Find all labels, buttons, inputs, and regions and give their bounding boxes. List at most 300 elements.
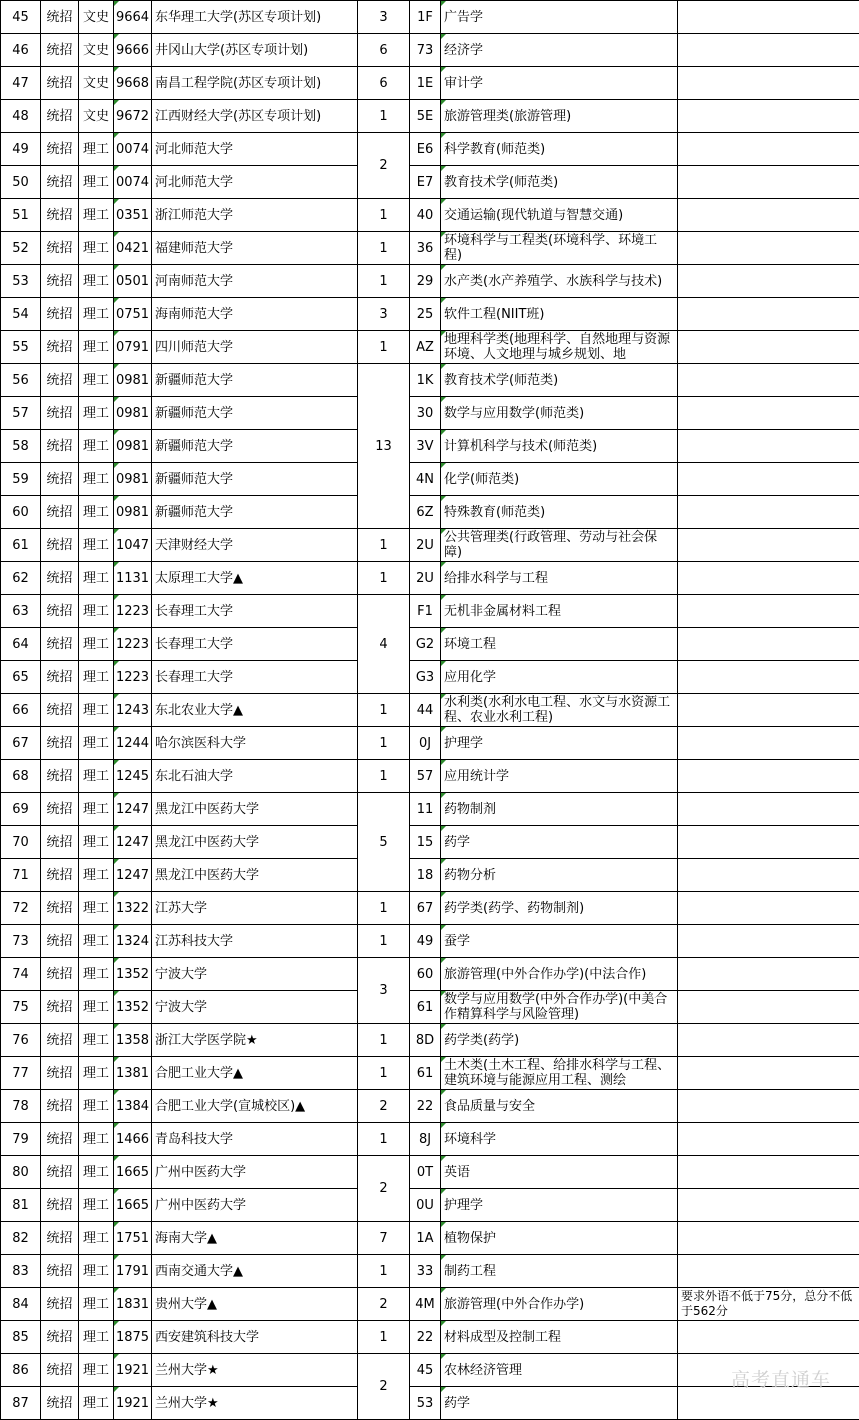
major-code-cell: 45 — [410, 1354, 441, 1387]
major-code-cell: 29 — [410, 265, 441, 298]
major-name-cell: 计算机科学与技术(师范类) — [441, 430, 678, 463]
major-code-cell: 5E — [410, 100, 441, 133]
plan-count-cell: 1 — [358, 892, 410, 925]
enrollment-type-cell: 统招 — [41, 199, 79, 232]
subject-category-cell: 理工 — [79, 958, 114, 991]
major-code-cell: 11 — [410, 793, 441, 826]
enrollment-type-cell: 统招 — [41, 496, 79, 529]
row-number-cell: 66 — [1, 694, 41, 727]
enrollment-type-cell: 统招 — [41, 1090, 79, 1123]
school-code-cell: 1921 — [114, 1387, 152, 1420]
note-cell — [678, 100, 859, 133]
plan-count-cell: 2 — [358, 1288, 410, 1321]
row-number-cell: 82 — [1, 1222, 41, 1255]
table-row — [1, 496, 859, 529]
subject-category-cell: 理工 — [79, 892, 114, 925]
note-cell — [678, 67, 859, 100]
row-number-cell: 70 — [1, 826, 41, 859]
note-cell — [678, 694, 859, 727]
enrollment-type-cell: 统招 — [41, 1222, 79, 1255]
enrollment-type-cell: 统招 — [41, 1288, 79, 1321]
major-code-cell: 25 — [410, 298, 441, 331]
school-code-cell: 1131 — [114, 562, 152, 595]
subject-category-cell: 理工 — [79, 529, 114, 562]
major-code-cell: 44 — [410, 694, 441, 727]
school-code-cell: 0981 — [114, 364, 152, 397]
school-name-cell: 青岛科技大学 — [152, 1123, 358, 1156]
row-number-cell: 50 — [1, 166, 41, 199]
note-cell — [678, 430, 859, 463]
subject-category-cell: 理工 — [79, 1321, 114, 1354]
note-cell — [678, 1321, 859, 1354]
note-cell — [678, 298, 859, 331]
note-cell — [678, 793, 859, 826]
note-cell — [678, 661, 859, 694]
school-code-cell: 1247 — [114, 826, 152, 859]
school-code-cell: 0981 — [114, 463, 152, 496]
major-code-cell: 49 — [410, 925, 441, 958]
note-cell — [678, 826, 859, 859]
enrollment-type-cell: 统招 — [41, 133, 79, 166]
major-name-cell: 药物分析 — [441, 859, 678, 892]
plan-count-cell: 1 — [358, 529, 410, 562]
school-name-cell: 西南交通大学▲ — [152, 1255, 358, 1288]
note-cell — [678, 133, 859, 166]
school-name-cell: 东北石油大学 — [152, 760, 358, 793]
table-row — [1, 1156, 859, 1189]
school-name-cell: 天津财经大学 — [152, 529, 358, 562]
subject-category-cell: 理工 — [79, 463, 114, 496]
enrollment-type-cell: 统招 — [41, 760, 79, 793]
enrollment-type-cell: 统招 — [41, 430, 79, 463]
plan-count-cell: 1 — [358, 1024, 410, 1057]
plan-count-cell: 3 — [358, 1, 410, 34]
note-cell — [678, 496, 859, 529]
major-code-cell: 73 — [410, 34, 441, 67]
row-number-cell: 54 — [1, 298, 41, 331]
row-number-cell: 83 — [1, 1255, 41, 1288]
major-name-cell: 药学 — [441, 1387, 678, 1420]
row-number-cell: 56 — [1, 364, 41, 397]
table-row — [1, 100, 859, 133]
note-cell — [678, 364, 859, 397]
row-number-cell: 65 — [1, 661, 41, 694]
major-name-cell: 应用统计学 — [441, 760, 678, 793]
table-row — [1, 430, 859, 463]
enrollment-type-cell: 统招 — [41, 1024, 79, 1057]
school-name-cell: 新疆师范大学 — [152, 463, 358, 496]
major-code-cell: 0U — [410, 1189, 441, 1222]
school-code-cell: 1243 — [114, 694, 152, 727]
subject-category-cell: 理工 — [79, 562, 114, 595]
note-cell — [678, 595, 859, 628]
subject-category-cell: 理工 — [79, 694, 114, 727]
subject-category-cell: 理工 — [79, 925, 114, 958]
major-name-cell: 环境科学与工程类(环境科学、环境工程) — [441, 232, 678, 265]
school-code-cell: 1352 — [114, 958, 152, 991]
school-name-cell: 长春理工大学 — [152, 628, 358, 661]
school-name-cell: 合肥工业大学▲ — [152, 1057, 358, 1090]
enrollment-type-cell: 统招 — [41, 1123, 79, 1156]
major-code-cell: 8J — [410, 1123, 441, 1156]
enrollment-type-cell: 统招 — [41, 1387, 79, 1420]
enrollment-type-cell: 统招 — [41, 529, 79, 562]
enrollment-type-cell: 统招 — [41, 1057, 79, 1090]
major-name-cell: 旅游管理(中外合作办学)(中法合作) — [441, 958, 678, 991]
major-code-cell: G3 — [410, 661, 441, 694]
major-code-cell: 8D — [410, 1024, 441, 1057]
enrollment-type-cell: 统招 — [41, 265, 79, 298]
school-name-cell: 新疆师范大学 — [152, 496, 358, 529]
enrollment-type-cell: 统招 — [41, 166, 79, 199]
table-row — [1, 1255, 859, 1288]
note-cell — [678, 1, 859, 34]
table-row — [1, 727, 859, 760]
table-row — [1, 826, 859, 859]
major-name-cell: 交通运输(现代轨道与智慧交通) — [441, 199, 678, 232]
note-cell — [678, 463, 859, 496]
major-name-cell: 食品质量与安全 — [441, 1090, 678, 1123]
subject-category-cell: 文史 — [79, 34, 114, 67]
table-row — [1, 1024, 859, 1057]
subject-category-cell: 理工 — [79, 727, 114, 760]
major-code-cell: 6Z — [410, 496, 441, 529]
major-name-cell: 药物制剂 — [441, 793, 678, 826]
major-name-cell: 护理学 — [441, 727, 678, 760]
table-body — [1, 1, 859, 1420]
table-row — [1, 529, 859, 562]
subject-category-cell: 理工 — [79, 298, 114, 331]
note-cell — [678, 859, 859, 892]
major-code-cell: 40 — [410, 199, 441, 232]
school-code-cell: 1244 — [114, 727, 152, 760]
school-name-cell: 新疆师范大学 — [152, 430, 358, 463]
major-name-cell: 软件工程(NIIT班) — [441, 298, 678, 331]
major-code-cell: 33 — [410, 1255, 441, 1288]
school-name-cell: 河南师范大学 — [152, 265, 358, 298]
plan-count-cell: 1 — [358, 199, 410, 232]
table-row — [1, 595, 859, 628]
school-name-cell: 福建师范大学 — [152, 232, 358, 265]
enrollment-type-cell: 统招 — [41, 925, 79, 958]
table-row — [1, 661, 859, 694]
major-name-cell: 化学(师范类) — [441, 463, 678, 496]
note-cell — [678, 1123, 859, 1156]
note-cell — [678, 1222, 859, 1255]
plan-count-cell: 1 — [358, 694, 410, 727]
major-code-cell: 2U — [410, 529, 441, 562]
row-number-cell: 60 — [1, 496, 41, 529]
subject-category-cell: 理工 — [79, 1387, 114, 1420]
major-name-cell: 数学与应用数学(师范类) — [441, 397, 678, 430]
school-code-cell: 1466 — [114, 1123, 152, 1156]
school-name-cell: 宁波大学 — [152, 991, 358, 1024]
plan-count-cell: 6 — [358, 67, 410, 100]
school-name-cell: 贵州大学▲ — [152, 1288, 358, 1321]
plan-count-cell: 13 — [358, 364, 410, 529]
table-row — [1, 265, 859, 298]
plan-count-cell: 1 — [358, 1057, 410, 1090]
subject-category-cell: 理工 — [79, 265, 114, 298]
enrollment-type-cell: 统招 — [41, 793, 79, 826]
major-name-cell: 水利类(水利水电工程、水文与水资源工程、农业水利工程) — [441, 694, 678, 727]
major-name-cell: 审计学 — [441, 67, 678, 100]
plan-count-cell: 2 — [358, 1090, 410, 1123]
major-name-cell: 土木类(土木工程、给排水科学与工程、建筑环境与能源应用工程、测绘 — [441, 1057, 678, 1090]
table-row — [1, 199, 859, 232]
row-number-cell: 52 — [1, 232, 41, 265]
plan-count-cell: 3 — [358, 958, 410, 1024]
plan-count-cell: 1 — [358, 727, 410, 760]
enrollment-type-cell: 统招 — [41, 1189, 79, 1222]
school-code-cell: 0074 — [114, 133, 152, 166]
subject-category-cell: 理工 — [79, 1189, 114, 1222]
table-row — [1, 397, 859, 430]
school-name-cell: 东北农业大学▲ — [152, 694, 358, 727]
table-row — [1, 925, 859, 958]
school-code-cell: 1322 — [114, 892, 152, 925]
subject-category-cell: 理工 — [79, 991, 114, 1024]
school-name-cell: 哈尔滨医科大学 — [152, 727, 358, 760]
school-code-cell: 1223 — [114, 661, 152, 694]
school-code-cell: 0981 — [114, 496, 152, 529]
plan-count-cell: 1 — [358, 760, 410, 793]
major-code-cell: F1 — [410, 595, 441, 628]
plan-count-cell: 1 — [358, 1255, 410, 1288]
school-code-cell: 1751 — [114, 1222, 152, 1255]
row-number-cell: 72 — [1, 892, 41, 925]
row-number-cell: 45 — [1, 1, 41, 34]
plan-count-cell: 7 — [358, 1222, 410, 1255]
major-name-cell: 水产类(水产养殖学、水族科学与技术) — [441, 265, 678, 298]
subject-category-cell: 理工 — [79, 1288, 114, 1321]
school-name-cell: 江西财经大学(苏区专项计划) — [152, 100, 358, 133]
plan-count-cell: 1 — [358, 232, 410, 265]
school-code-cell: 1921 — [114, 1354, 152, 1387]
subject-category-cell: 理工 — [79, 661, 114, 694]
plan-count-cell: 3 — [358, 298, 410, 331]
major-code-cell: 18 — [410, 859, 441, 892]
major-code-cell: 1E — [410, 67, 441, 100]
major-code-cell: 57 — [410, 760, 441, 793]
row-number-cell: 58 — [1, 430, 41, 463]
school-name-cell: 黑龙江中医药大学 — [152, 826, 358, 859]
school-name-cell: 河北师范大学 — [152, 166, 358, 199]
row-number-cell: 62 — [1, 562, 41, 595]
table-row — [1, 694, 859, 727]
note-cell — [678, 265, 859, 298]
major-name-cell: 环境科学 — [441, 1123, 678, 1156]
school-name-cell: 宁波大学 — [152, 958, 358, 991]
enrollment-type-cell: 统招 — [41, 1, 79, 34]
school-name-cell: 江苏科技大学 — [152, 925, 358, 958]
school-name-cell: 江苏大学 — [152, 892, 358, 925]
table-row — [1, 1123, 859, 1156]
row-number-cell: 47 — [1, 67, 41, 100]
school-name-cell: 合肥工业大学(宣城校区)▲ — [152, 1090, 358, 1123]
school-code-cell: 1665 — [114, 1189, 152, 1222]
school-name-cell: 四川师范大学 — [152, 331, 358, 364]
subject-category-cell: 理工 — [79, 364, 114, 397]
enrollment-type-cell: 统招 — [41, 100, 79, 133]
note-cell — [678, 232, 859, 265]
major-name-cell: 药学 — [441, 826, 678, 859]
school-name-cell: 浙江师范大学 — [152, 199, 358, 232]
major-name-cell: 无机非金属材料工程 — [441, 595, 678, 628]
major-code-cell: G2 — [410, 628, 441, 661]
enrollment-type-cell: 统招 — [41, 364, 79, 397]
subject-category-cell: 理工 — [79, 199, 114, 232]
note-cell — [678, 166, 859, 199]
plan-count-cell: 1 — [358, 562, 410, 595]
enrollment-type-cell: 统招 — [41, 1321, 79, 1354]
note-cell — [678, 397, 859, 430]
major-name-cell: 英语 — [441, 1156, 678, 1189]
school-name-cell: 西安建筑科技大学 — [152, 1321, 358, 1354]
row-number-cell: 67 — [1, 727, 41, 760]
plan-count-cell: 1 — [358, 331, 410, 364]
school-code-cell: 1384 — [114, 1090, 152, 1123]
note-cell — [678, 1024, 859, 1057]
school-name-cell: 广州中医药大学 — [152, 1189, 358, 1222]
enrollment-type-cell: 统招 — [41, 958, 79, 991]
enrollment-type-cell: 统招 — [41, 694, 79, 727]
row-number-cell: 85 — [1, 1321, 41, 1354]
enrollment-type-cell: 统招 — [41, 562, 79, 595]
school-code-cell: 9666 — [114, 34, 152, 67]
table-row — [1, 34, 859, 67]
school-code-cell: 0751 — [114, 298, 152, 331]
major-code-cell: 15 — [410, 826, 441, 859]
table-row — [1, 1, 859, 34]
table-row — [1, 1189, 859, 1222]
school-name-cell: 南昌工程学院(苏区专项计划) — [152, 67, 358, 100]
note-cell — [678, 958, 859, 991]
subject-category-cell: 理工 — [79, 760, 114, 793]
major-code-cell: AZ — [410, 331, 441, 364]
note-cell — [678, 628, 859, 661]
row-number-cell: 46 — [1, 34, 41, 67]
enrollment-type-cell: 统招 — [41, 1156, 79, 1189]
enrollment-type-cell: 统招 — [41, 859, 79, 892]
note-cell — [678, 529, 859, 562]
note-cell — [678, 562, 859, 595]
table-row — [1, 562, 859, 595]
major-code-cell: 60 — [410, 958, 441, 991]
school-code-cell: 0981 — [114, 430, 152, 463]
major-name-cell: 制药工程 — [441, 1255, 678, 1288]
row-number-cell: 87 — [1, 1387, 41, 1420]
major-name-cell: 特殊教育(师范类) — [441, 496, 678, 529]
school-name-cell: 东华理工大学(苏区专项计划) — [152, 1, 358, 34]
row-number-cell: 51 — [1, 199, 41, 232]
row-number-cell: 61 — [1, 529, 41, 562]
school-code-cell: 1352 — [114, 991, 152, 1024]
row-number-cell: 81 — [1, 1189, 41, 1222]
school-name-cell: 广州中医药大学 — [152, 1156, 358, 1189]
row-number-cell: 86 — [1, 1354, 41, 1387]
enrollment-type-cell: 统招 — [41, 463, 79, 496]
school-code-cell: 0981 — [114, 397, 152, 430]
row-number-cell: 63 — [1, 595, 41, 628]
note-cell — [678, 760, 859, 793]
table-row — [1, 1222, 859, 1255]
major-name-cell: 蚕学 — [441, 925, 678, 958]
table-row — [1, 892, 859, 925]
subject-category-cell: 理工 — [79, 826, 114, 859]
note-cell — [678, 925, 859, 958]
school-name-cell: 井冈山大学(苏区专项计划) — [152, 34, 358, 67]
school-code-cell: 1247 — [114, 793, 152, 826]
table-row — [1, 1057, 859, 1090]
major-code-cell: 1K — [410, 364, 441, 397]
major-name-cell: 农林经济管理 — [441, 1354, 678, 1387]
major-code-cell: E6 — [410, 133, 441, 166]
row-number-cell: 57 — [1, 397, 41, 430]
plan-count-cell: 1 — [358, 265, 410, 298]
major-name-cell: 经济学 — [441, 34, 678, 67]
school-code-cell: 1831 — [114, 1288, 152, 1321]
row-number-cell: 79 — [1, 1123, 41, 1156]
school-name-cell: 兰州大学★ — [152, 1387, 358, 1420]
school-code-cell: 1247 — [114, 859, 152, 892]
table-row — [1, 166, 859, 199]
major-name-cell: 环境工程 — [441, 628, 678, 661]
table-row — [1, 364, 859, 397]
school-name-cell: 长春理工大学 — [152, 661, 358, 694]
school-code-cell: 9668 — [114, 67, 152, 100]
enrollment-type-cell: 统招 — [41, 331, 79, 364]
major-name-cell: 药学类(药学、药物制剂) — [441, 892, 678, 925]
note-cell — [678, 727, 859, 760]
row-number-cell: 48 — [1, 100, 41, 133]
row-number-cell: 78 — [1, 1090, 41, 1123]
enrollment-type-cell: 统招 — [41, 232, 79, 265]
row-number-cell: 53 — [1, 265, 41, 298]
plan-count-cell: 4 — [358, 595, 410, 694]
row-number-cell: 68 — [1, 760, 41, 793]
row-number-cell: 55 — [1, 331, 41, 364]
enrollment-type-cell: 统招 — [41, 661, 79, 694]
school-code-cell: 1223 — [114, 595, 152, 628]
enrollment-type-cell: 统招 — [41, 298, 79, 331]
major-name-cell: 教育技术学(师范类) — [441, 166, 678, 199]
subject-category-cell: 理工 — [79, 397, 114, 430]
note-cell — [678, 34, 859, 67]
table-row — [1, 1090, 859, 1123]
school-name-cell: 黑龙江中医药大学 — [152, 859, 358, 892]
note-cell — [678, 1090, 859, 1123]
plan-count-cell: 2 — [358, 133, 410, 199]
table-row — [1, 760, 859, 793]
major-name-cell: 药学类(药学) — [441, 1024, 678, 1057]
major-name-cell: 旅游管理类(旅游管理) — [441, 100, 678, 133]
note-cell — [678, 199, 859, 232]
school-code-cell: 0351 — [114, 199, 152, 232]
table-row — [1, 1288, 859, 1321]
major-code-cell: 61 — [410, 1057, 441, 1090]
major-code-cell: 53 — [410, 1387, 441, 1420]
table-row — [1, 628, 859, 661]
note-cell: 要求外语不低于75分，总分不低于562分 — [678, 1288, 859, 1321]
major-name-cell: 应用化学 — [441, 661, 678, 694]
row-number-cell: 76 — [1, 1024, 41, 1057]
row-number-cell: 74 — [1, 958, 41, 991]
table-row — [1, 133, 859, 166]
school-name-cell: 兰州大学★ — [152, 1354, 358, 1387]
table-row — [1, 793, 859, 826]
school-code-cell: 9672 — [114, 100, 152, 133]
